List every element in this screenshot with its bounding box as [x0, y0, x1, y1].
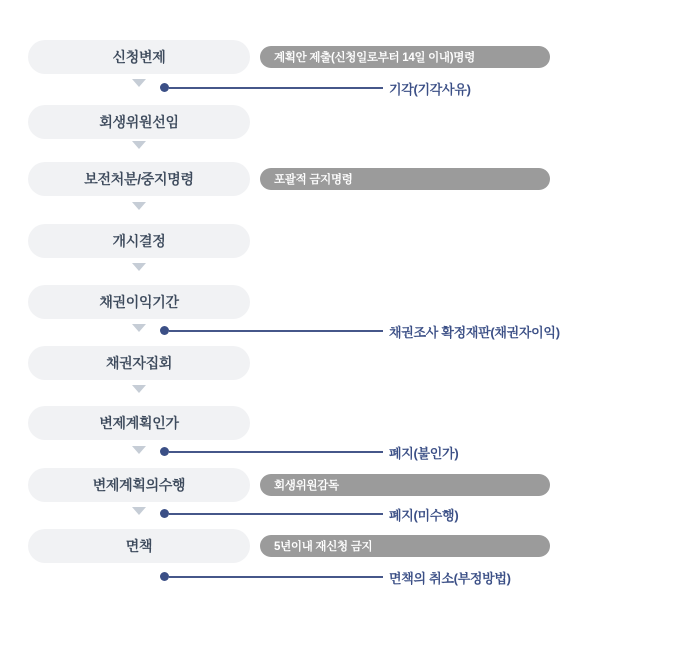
branch-label: 폐지(미수행) — [389, 508, 459, 523]
branch-label: 폐지(불인가) — [389, 446, 459, 461]
chevron-down-icon — [132, 446, 146, 454]
branch-label: 채권조사 확정재판(채권자이익) — [389, 325, 560, 340]
annotation-pill: 포괄적 금지명령 — [260, 168, 550, 190]
flow-step-box: 보전처분/중지명령 — [28, 162, 250, 196]
flow-step-box: 채권이익기간 — [28, 285, 250, 319]
branch-node-dot — [160, 326, 169, 335]
branch-connector-line — [169, 513, 383, 515]
flow-step-box: 개시결정 — [28, 224, 250, 258]
branch-label: 면책의 취소(부정방법) — [389, 571, 511, 586]
flow-step-box: 변제계획인가 — [28, 406, 250, 440]
branch-connector-line — [169, 451, 383, 453]
annotation-pill: 회생위원감독 — [260, 474, 550, 496]
chevron-down-icon — [132, 141, 146, 149]
annotation-pill: 5년이내 재신청 금지 — [260, 535, 550, 557]
chevron-down-icon — [132, 507, 146, 515]
flow-step-box: 신청변제 — [28, 40, 250, 74]
branch-connector-line — [169, 330, 383, 332]
chevron-down-icon — [132, 324, 146, 332]
chevron-down-icon — [132, 79, 146, 87]
branch-node-dot — [160, 572, 169, 581]
chevron-down-icon — [132, 385, 146, 393]
branch-connector-line — [169, 576, 383, 578]
branch-label: 기각(기각사유) — [389, 82, 471, 97]
chevron-down-icon — [132, 263, 146, 271]
chevron-down-icon — [132, 202, 146, 210]
branch-node-dot — [160, 447, 169, 456]
branch-node-dot — [160, 509, 169, 518]
annotation-pill: 계획안 제출(신청일로부터 14일 이내)명령 — [260, 46, 550, 68]
flow-step-box: 채권자집회 — [28, 346, 250, 380]
branch-connector-line — [169, 87, 383, 89]
flow-step-box: 면책 — [28, 529, 250, 563]
branch-node-dot — [160, 83, 169, 92]
flow-step-box: 회생위원선임 — [28, 105, 250, 139]
flow-step-box: 변제계획의수행 — [28, 468, 250, 502]
